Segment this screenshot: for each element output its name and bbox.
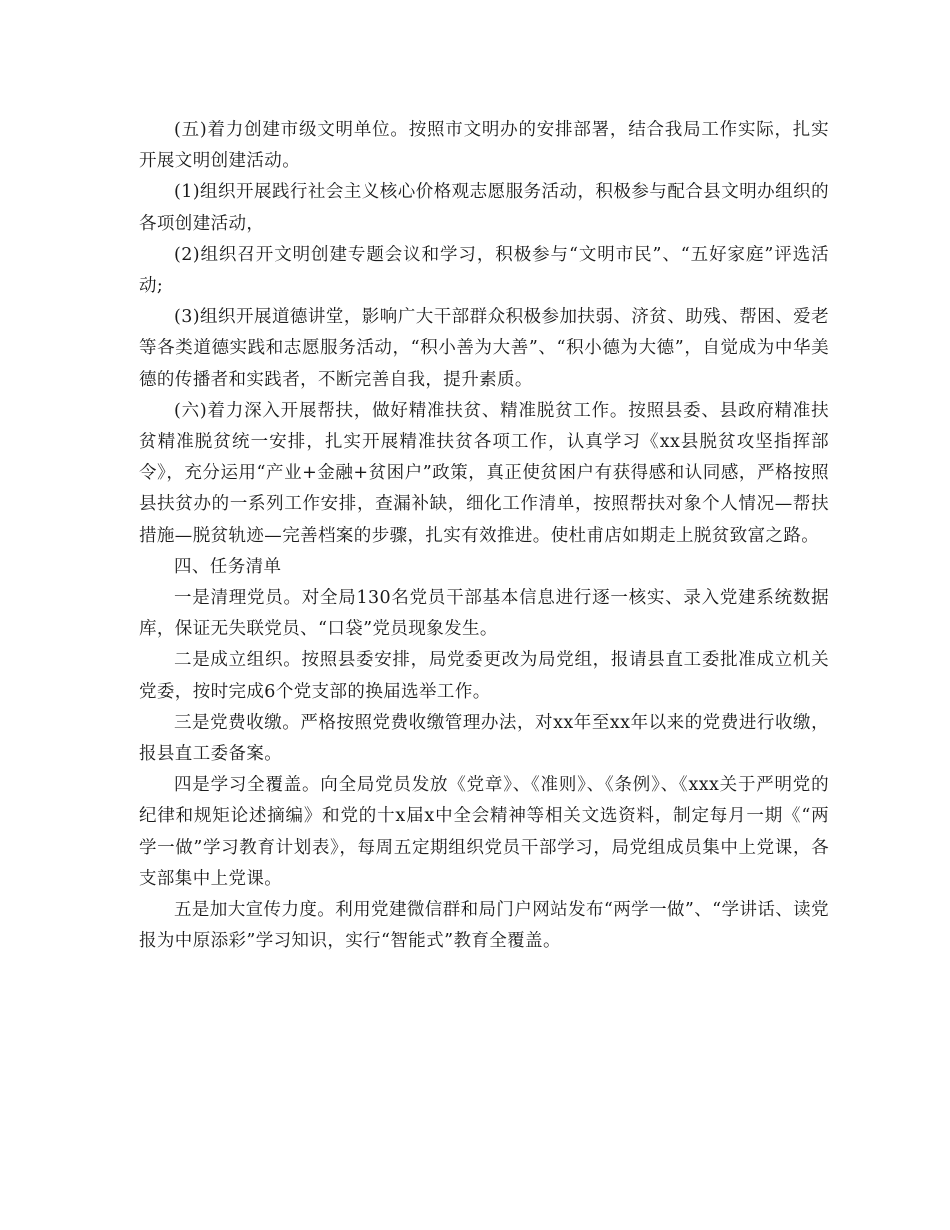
paragraph-civilization-unit: (五)着力创建市级文明单位。按照市文明办的安排部署，结合我局工作实际，扎实开展文明创建活动。 — [139, 120, 829, 172]
paragraph-clear-members: 一是清理党员。对全局130名党员干部基本信息进行逐一核实、录入党建系统数据库，保证无失联党员、“口袋”党员现象发生。 — [139, 588, 829, 640]
document-body — [139, 115, 829, 957]
paragraph-publicity: 五是加大宣传力度。利用党建微信群和局门户网站发布“两学一做”、“学讲话、读党报为中原添彩”学习知识，实行“智能式”教育全覆盖。 — [139, 900, 829, 952]
paragraph-study-coverage: 四是学习全覆盖。向全局党员发放《党章》、《准则》、《条例》、《xxx关于严明党的纪律和规矩论述摘编》和党的十x届x中全会精神等相关文选资料，制定每月一期《“两学一做”学习教育计划表》，每周五定期组织党员干部学习，局党组成员集中上党课，各支部集中上党课。 — [139, 775, 829, 889]
section-heading-task-list: 四、任务清单 — [174, 556, 282, 577]
paragraph-moral-lectures: (3)组织开展道德讲堂，影响广大干部群众积极参加扶弱、济贫、助残、帮困、爱老等各类道德实践和志愿服务活动，“积小善为大善”、“积小德为大德”，自觉成为中华美德的传播者和实践者，不断完善自我，提升素质。 — [139, 307, 829, 390]
paragraph-civilization-meetings: (2)组织召开文明创建专题会议和学习，积极参与“文明市民”、“五好家庭”评选活动; — [139, 244, 829, 297]
paragraph-poverty-alleviation: (六)着力深入开展帮扶，做好精准扶贫、精准脱贫工作。按照县委、县政府精准扶贫精准脱贫统一安排，扎实开展精准扶贫各项工作，认真学习《xx县脱贫攻坚指挥部令》，充分运用“产业+金融+贫困户”政策，真正使贫困户有获得感和认同感，严格按照县扶贫办的一系列工作安排，查漏补缺，细化工作清单，按照帮扶对象个人情况—帮扶措施—脱贫轨迹—完善档案的步骤，扎实有效推进。使杜甫店如期走上脱贫致富之路。 — [139, 400, 829, 546]
paragraph-volunteer-activities: (1)组织开展践行社会主义核心价格观志愿服务活动，积极参与配合县文明办组织的各项创建活动， — [139, 182, 829, 234]
paragraph-establish-organization: 二是成立组织。按照县委安排，局党委更改为局党组，报请县直工委批准成立机关党委，按时完成6个党支部的换届选举工作。 — [139, 650, 829, 702]
paragraph-party-dues: 三是党费收缴。严格按照党费收缴管理办法，对xx年至xx年以来的党费进行收缴，报县直工委备案。 — [139, 712, 829, 765]
